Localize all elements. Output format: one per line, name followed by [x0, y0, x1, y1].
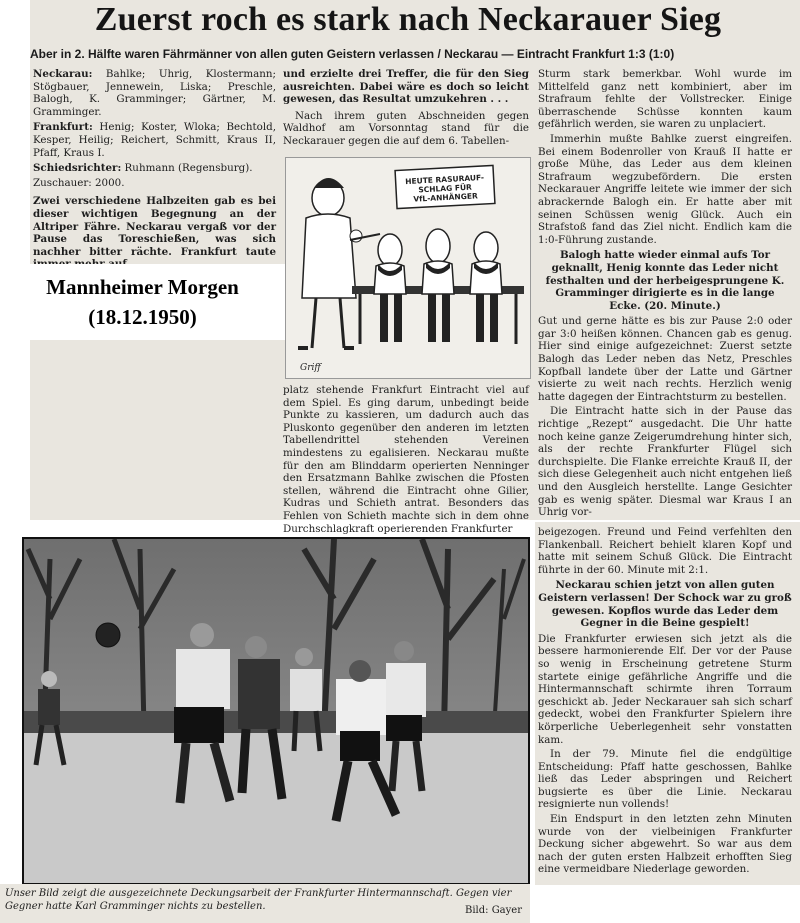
referee-label: Schiedsrichter: [33, 162, 122, 175]
cartoon-sign-text: HEUTE RASURAUF-SCHLAG FÜRVfL-ANHÄNGER [404, 172, 485, 204]
col2-paragraph-1: Nach ihrem guten Abschneiden gegen Waldhof am Vorsonntag stand für die Neckarauer gegen die auf dem 6. Tabellen- [283, 109, 529, 147]
column-2-bottom [283, 384, 529, 537]
source-newspaper: Mannheimer Morgen [46, 275, 239, 299]
col2-paragraph-2: platz stehende Frankfurt Eintracht viel auf dem Spiel. Es ging darum, unbedingt beide Punkte zu kassieren, um dadurch auch das Pluskonto gegenüber den anderen im letzten Tabellendrittel stehenden Vereinen mindestens zu egalisieren. Neckarau mußte für den am Blinddarm operierten Nenninger den Ersatzmann Bahlke zwischen die Pfosten stellen, während die Eintracht ohne Gilier, Kudras und Schieth antrat. Besonders das Fehlen von Schieth machte sich in dem ohne Durchschlagkraft operierenden Frankfurter [283, 384, 529, 535]
col3-paragraph-1: Sturm stark bemerkbar. Wohl wurde im Mittelfeld ganz nett kombiniert, aber im Strafraum fehlte der Vollstrecker. Einige überraschende Schüsse konnten kaum gefährlich werden, sie waren zu unplaciert. [538, 68, 792, 131]
caption-text: Unser Bild zeigt die ausgezeichnete Deckungsarbeit der Frankfurter Hintermannschaft. Gegen vier Gegner hatte Karl Gramminger nichts zu bestellen. [5, 888, 512, 912]
photo-credit: Bild: Gayer [465, 905, 522, 916]
lineup-neckarau: Bahlke; Uhrig, Klostermann; Stögbauer, Jennewein, Liska; Preschle, Balogh, K. Gramminger; Gärtner, M. Gramminger. [33, 68, 276, 118]
headline: Zuerst roch es stark nach Neckarauer Sieg [94, 1, 722, 38]
column-4 [538, 526, 792, 878]
column-2-top [283, 68, 529, 150]
col3-bold-highlight: Balogh hatte wieder einmal aufs Tor geknallt, Henig konnte das Leder nicht festhalten und der herbeigesprungene K. Gramminger dirigierte es in die lange Ecke. (20. Minute.) [545, 249, 785, 312]
ball [96, 623, 120, 647]
cartoon [285, 157, 531, 379]
lineup-frankfurt: Henig; Koster, Wloka; Bechtold, Kesper, Heilig; Reichert, Schmitt, Kraus II, Pfaff, Kraus I. [33, 121, 276, 159]
intro-paragraph: Zwei verschiedene Halbzeiten gab es bei dieser wichtigen Begegnung an der Altriper Fähre. Neckarau vergaß vor der Pause das Toreschießen, was sich nachher bitter rächte. Frankfurt taute [33, 195, 276, 258]
barber-cartoon-illustration [286, 158, 530, 378]
col4-paragraph-4: Ein Endspurt in den letzten zehn Minuten wurde von der vielbeinigen Frankfurter Deckung sicher abgewehrt. So war aus dem nach der guten ersten Halbzeit erhofften Sieg eine vermeidbare Niederlage geworden. [538, 813, 792, 876]
lineup-frankfurt-label: Frankfurt: [33, 121, 93, 134]
col4-paragraph-3: In der 79. Minute fiel die endgültige Entscheidung: Pfaff hatte geschossen, Bahlke ließ das Leder abspringen und Reichert bugsierte es über die Linie. Neckarau resignierte nun vollends! [538, 748, 792, 811]
col4-paragraph-1: beigezogen. Freund und Feind verfehlten den Flankenball. Reichert behielt klaren Kopf und hatte mit seinem Schuß Glück. Die Eintracht führte in der 60. Minute mit 2:1. [538, 526, 792, 576]
cartoon-signature: Griff [300, 363, 321, 373]
col3-paragraph-2: Immerhin mußte Bahlke zuerst eingreifen. Bei einem Bodenroller von Krauß II hatte er große Mühe, das Leder aus dem kleinen Strafraum wegzubefördern. Die ersten Neckarauer Angriffe leitete wie immer der sich abrackernde Balogh ein. Er hatte aber mit seinen Schüssen wenig Glück. Auch ein Strafstoß fand das Ziel nicht. Endlich kam die 1:0-Führung zustande. [538, 132, 792, 246]
subhead: Aber in 2. Hälfte waren Fährmänner von allen guten Geistern verlassen / Neckarau — Eintracht Frankfurt 1:3 (1:0) [30, 47, 675, 61]
col4-bold-highlight: Neckarau schien jetzt von allen guten Geistern verlassen! Der Schock war zu groß gewesen. Kopflos wurde das Leder dem Gegner in die Beine gespielt! [538, 579, 792, 630]
spectators: Zuschauer: 2000. [33, 176, 125, 189]
source-label [0, 264, 285, 340]
column-3 [538, 68, 792, 521]
col3-paragraph-3: Gut und gerne hätte es bis zur Pause 2:0 oder gar 3:0 heißen können. Chancen gab es genug. Hier sind einige aufgezeichnet: Zuerst setzte Balogh das Leder neben das Netz, Preschles Kopfball landete über der Latte und Gärtner visierte zu weit nach rechts. Herzlich wenig hatte dagegen der Eintrachtsturm zu bestellen. [538, 315, 792, 403]
col2-bold-lead: und erzielte drei Treffer, die für den Sieg ausreichten. Dabei wäre es doch so leicht gewesen, das Resultat umzukehren . . . [283, 68, 529, 106]
source-date: (18.12.1950) [88, 305, 197, 329]
referee: Ruhmann (Regensburg). [121, 162, 253, 175]
photo-caption [0, 884, 530, 923]
football-match-photo [24, 539, 528, 883]
lineup-neckarau-label: Neckarau: [33, 68, 93, 80]
col3-paragraph-4: Die Eintracht hatte sich in der Pause das richtige „Rezept“ ausgedacht. Die Uhr hatte noch keine ganze Zeigerumdrehung hinter sich, als der rechte Frankfurter Flügel sich durchspielte. Die Flanke erreichte Krauß II, der sich diese Gelegenheit auch nicht entgehen ließ und den Ausgleich herstellte. Lange Gesichter gab es wenig später. Diesmal war Kraus I an Uhrig vor- [538, 405, 792, 519]
column-1 [33, 68, 276, 273]
col4-paragraph-2: Die Frankfurter erwiesen sich jetzt als die bessere harmonierende Elf. Der vor der Pause so wenig in Erscheinung getretene Sturm startete einige gefährliche Angriffe und die Hintermannschaft schirmte ihren Torraum geschickt ab. Jeder Neckarauer sah sich scharf gedeckt, wobei den Frankfurter Spielern ihre körperliche Ueberlegenheit sehr vonstatten kam. [538, 632, 792, 746]
match-photo [22, 537, 530, 885]
